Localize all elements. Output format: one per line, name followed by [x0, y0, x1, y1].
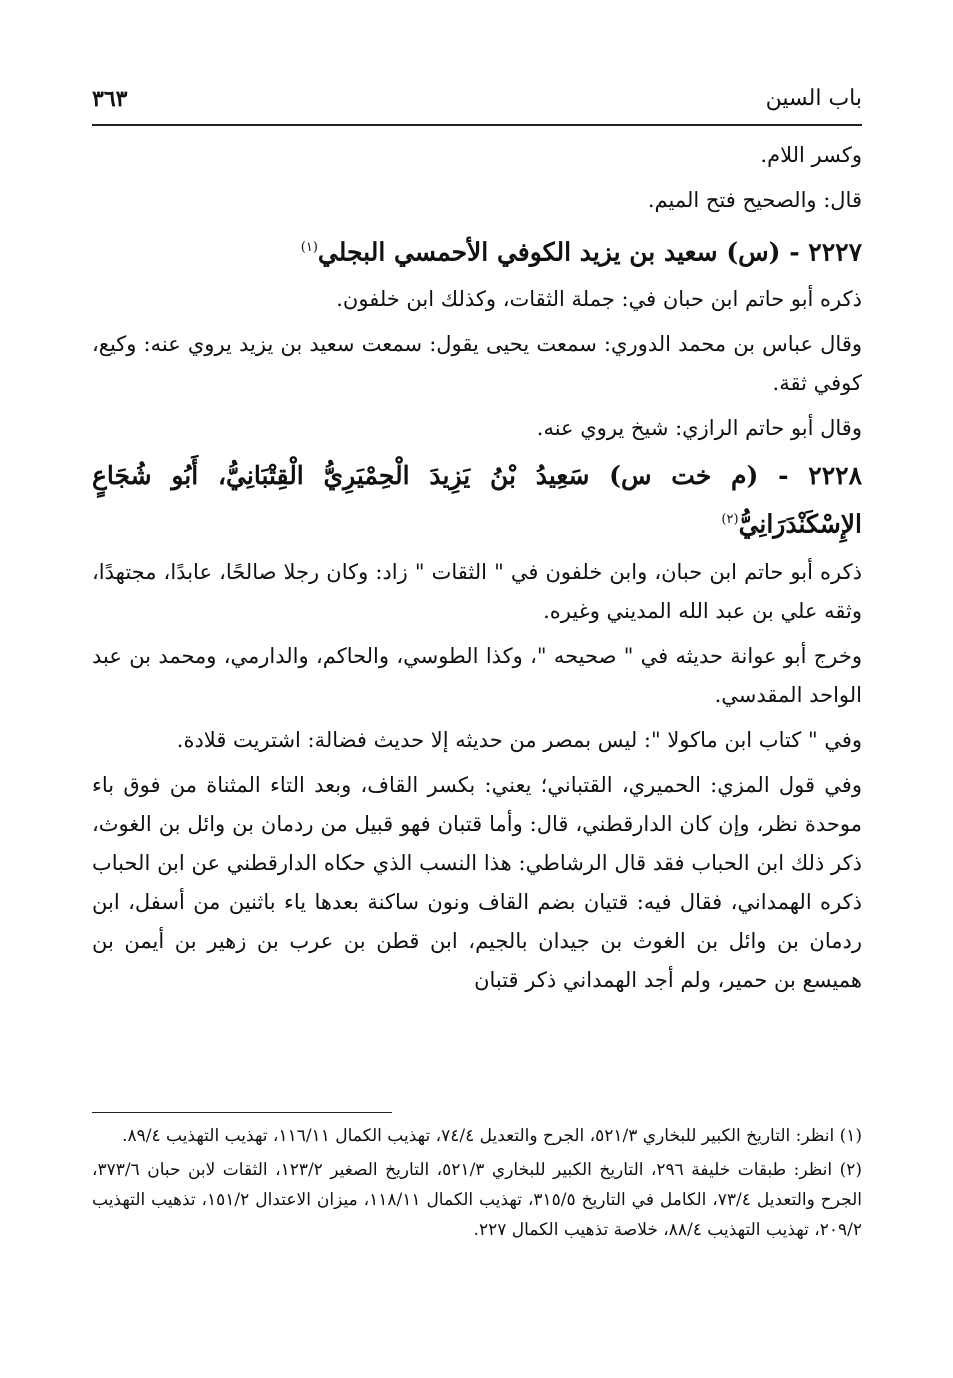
paragraph: وقال عباس بن محمد الدوري: سمعت يحيى يقول: سمعت سعيد بن يزيد يروي عنه: وكيع، كوفي ثقة. — [92, 332, 862, 396]
main-text — [92, 136, 862, 1000]
entry-heading-2228 — [92, 454, 862, 546]
paragraph: قال: والصحيح فتح الميم. — [647, 188, 862, 212]
footnote-ref[interactable]: (١) — [300, 240, 318, 255]
paragraph: وخرج أبو عوانة حديثه في " صحيحه "، وكذا الطوسي، والحاكم، والدارمي، ومحمد بن عبد الواحد المقدسي. — [92, 643, 862, 707]
paragraph: وفي قول المزي: الحميري، القتباني؛ يعني: بكسر القاف، وبعد التاء المثناة من فوق باء موحدة نظر، وإن كان الدارقطني، قال: وأما قتبان فهو قبيل من ردمان بن وائل بن الغوث، ذكر ذلك ابن الحباب فقد قال الرشاطي: هذا النسب الذي حكاه الدارقطني عن ابن الحباب ذكره الهمداني، فقال فيه: قتيان بضم القاف ونون ساكنة بعدها ياء باثنين من أسفل، ابن ردمان بن وائل بن الغوث بن جيدان بالجيم، ابن قطن بن عرب بن زهير بن أيمن بن هميسع بن حمير، ولم أجد الهمداني ذكر قتبان — [92, 772, 862, 992]
footnotes — [92, 1112, 862, 1249]
paragraph: ذكره أبو حاتم ابن حبان في: جملة الثقات، وكذلك ابن خلفون. — [336, 287, 862, 312]
chapter-title: باب السين — [765, 86, 862, 111]
paragraph: وفي " كتاب ابن ماكولا ": ليس بمصر من حديثه إلا حديث فضالة: اشتريت قلادة. — [176, 727, 862, 752]
entry-title: ٢٢٢٨ - (م خت س) سَعِيدُ بْنُ يَزِيدَ الْحِمْيَرِيُّ الْقِتْبَانِيُّ، أَبُو شُجَاعٍ الإِسْكَنْدَرَانِيُّ — [92, 461, 862, 539]
paragraph: وقال أبو حاتم الرازي: شيخ يروي عنه. — [536, 416, 862, 441]
entry-title: ٢٢٢٧ - (س) سعيد بن يزيد الكوفي الأحمسي البجلي — [317, 237, 862, 267]
footnote-separator — [92, 1112, 392, 1113]
running-header — [92, 84, 862, 126]
paragraph: ذكره أبو حاتم ابن حبان، وابن خلفون في " الثقات " زاد: وكان رجلا صالحًا، عابدًا، مجتهدًا، وثقه علي بن عبد الله المديني وغيره. — [92, 559, 862, 623]
footnote-ref[interactable]: (٢) — [721, 512, 739, 528]
footnote-1: (١) انظر: التاريخ الكبير للبخاري ٥٢١/٣، الجرح والتعديل ٧٤/٤، تهذيب الكمال ١١٦/١١، تهذيب التهذيب ٨٩/٤. — [122, 1126, 862, 1146]
page-number: ٣٦٣ — [92, 86, 128, 112]
entry-heading-2227 — [92, 226, 862, 274]
paragraph: وكسر اللام. — [760, 143, 862, 167]
footnote-2: (٢) انظر: طبقات خليفة ٢٩٦، التاريخ الكبير للبخاري ٥٢١/٣، التاريخ الصغير ١٢٣/٢، الثقات لابن حبان ٣٧٣/٦، الجرح والتعديل ٧٣/٤، الكامل في التاريخ ٣١٥/٥، تهذيب الكمال ١١٨/١١، ميزان الاعتدال ١٥١/٢، تذهيب التهذيب ٢٠٩/٢، تهذيب التهذيب ٨٨/٤، خلاصة تذهيب الكمال ٢٢٧. — [92, 1160, 862, 1240]
page — [92, 84, 862, 1006]
